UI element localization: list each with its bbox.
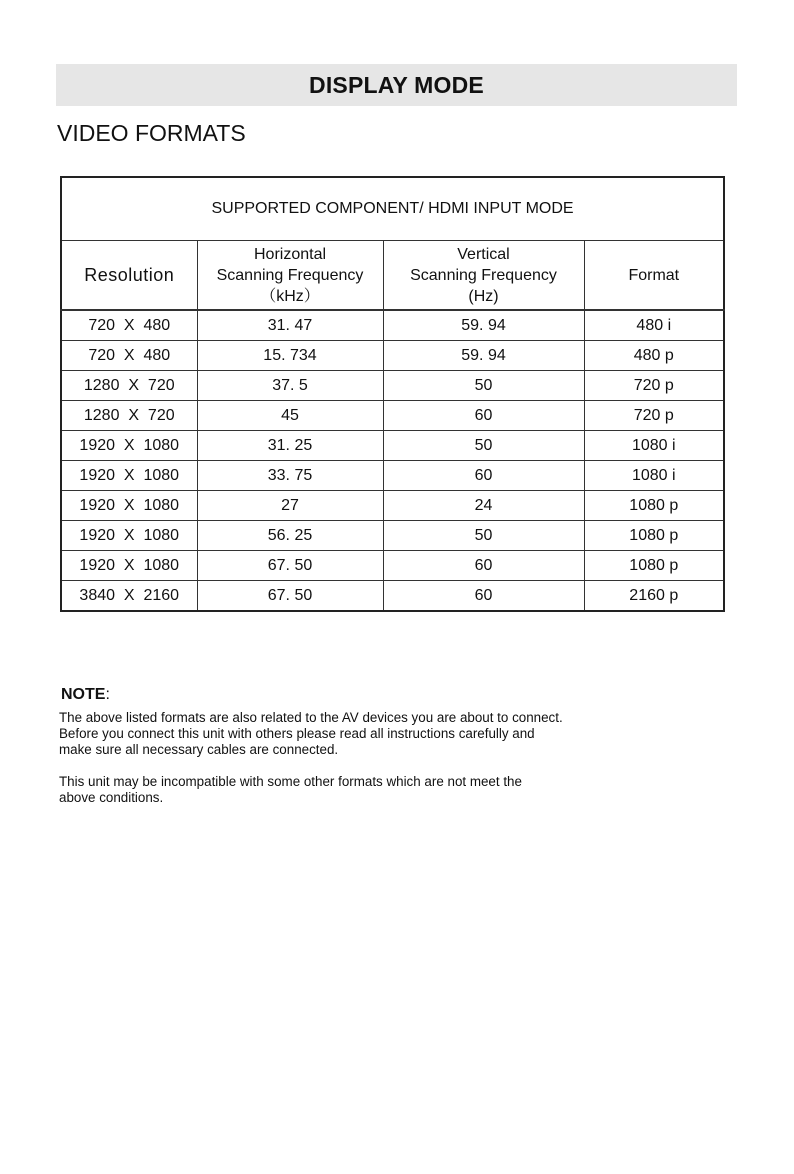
column-header-line: Vertical xyxy=(457,245,510,263)
format-cell: 1080 p xyxy=(584,551,724,581)
column-header-line: （kHz） xyxy=(260,287,320,305)
table-header-row xyxy=(61,241,724,311)
horizontal-frequency-cell: 31. 47 xyxy=(197,310,383,341)
format-cell: 1080 i xyxy=(584,461,724,491)
horizontal-frequency-cell: 31. 25 xyxy=(197,431,383,461)
resolution-cell: 720 X 480 xyxy=(61,310,197,341)
column-header-line: Format xyxy=(628,266,680,284)
horizontal-frequency-cell: 45 xyxy=(197,401,383,431)
horizontal-frequency-cell: 15. 734 xyxy=(197,341,383,371)
note-line: The above listed formats are also related to the AV devices you are about to connect. xyxy=(59,710,563,725)
vertical-frequency-cell: 60 xyxy=(383,581,584,612)
page-title: DISPLAY MODE xyxy=(309,71,484,98)
table-body xyxy=(61,310,724,611)
table-row xyxy=(61,401,724,431)
horizontal-frequency-cell: 37. 5 xyxy=(197,371,383,401)
column-header-horizontal xyxy=(197,241,383,311)
note-paragraph-1 xyxy=(59,710,659,758)
vertical-frequency-cell: 50 xyxy=(383,521,584,551)
horizontal-frequency-cell: 67. 50 xyxy=(197,581,383,612)
resolution-cell: 1280 X 720 xyxy=(61,371,197,401)
horizontal-frequency-cell: 27 xyxy=(197,491,383,521)
table-caption: SUPPORTED COMPONENT/ HDMI INPUT MODE xyxy=(61,177,724,241)
resolution-cell: 3840 X 2160 xyxy=(61,581,197,612)
resolution-cell: 720 X 480 xyxy=(61,341,197,371)
resolution-cell: 1920 X 1080 xyxy=(61,521,197,551)
format-cell: 720 p xyxy=(584,401,724,431)
vertical-frequency-cell: 60 xyxy=(383,461,584,491)
column-header-line: Scanning Frequency xyxy=(410,266,557,284)
note-block xyxy=(59,686,659,806)
table-row xyxy=(61,371,724,401)
resolution-cell: 1920 X 1080 xyxy=(61,491,197,521)
vertical-frequency-cell: 59. 94 xyxy=(383,310,584,341)
vertical-frequency-cell: 24 xyxy=(383,491,584,521)
vertical-frequency-cell: 50 xyxy=(383,371,584,401)
table-caption-row xyxy=(61,177,724,241)
table-row xyxy=(61,581,724,612)
horizontal-frequency-cell: 56. 25 xyxy=(197,521,383,551)
horizontal-frequency-cell: 33. 75 xyxy=(197,461,383,491)
resolution-cell: 1920 X 1080 xyxy=(61,431,197,461)
format-cell: 720 p xyxy=(584,371,724,401)
column-header-line: Horizontal xyxy=(253,245,327,263)
column-header-resolution xyxy=(61,241,197,311)
column-header-line: Resolution xyxy=(84,264,175,285)
table-row xyxy=(61,461,724,491)
format-cell: 480 i xyxy=(584,310,724,341)
note-label: NOTE xyxy=(61,686,106,703)
horizontal-frequency-cell: 67. 50 xyxy=(197,551,383,581)
resolution-cell: 1280 X 720 xyxy=(61,401,197,431)
note-line: above conditions. xyxy=(59,790,164,805)
vertical-frequency-cell: 60 xyxy=(383,401,584,431)
table-row xyxy=(61,491,724,521)
format-cell: 1080 p xyxy=(584,491,724,521)
resolution-cell: 1920 X 1080 xyxy=(61,551,197,581)
format-cell: 1080 p xyxy=(584,521,724,551)
column-header-line: Scanning Frequency xyxy=(216,266,364,284)
vertical-frequency-cell: 59. 94 xyxy=(383,341,584,371)
column-header-vertical xyxy=(383,241,584,311)
table-row xyxy=(61,431,724,461)
note-line: This unit may be incompatible with some other formats which are not meet the xyxy=(59,774,522,789)
header-bar xyxy=(56,64,737,106)
note-line: Before you connect this unit with others please read all instructions carefully and xyxy=(59,726,535,741)
table-row xyxy=(61,341,724,371)
input-mode-table xyxy=(60,176,725,612)
table-row xyxy=(61,310,724,341)
format-cell: 2160 p xyxy=(584,581,724,612)
note-line: make sure all necessary cables are connected. xyxy=(59,742,339,757)
format-cell: 480 p xyxy=(584,341,724,371)
table-row xyxy=(61,521,724,551)
vertical-frequency-cell: 60 xyxy=(383,551,584,581)
note-colon: : xyxy=(105,686,110,703)
column-header-format xyxy=(584,241,724,311)
vertical-frequency-cell: 50 xyxy=(383,431,584,461)
resolution-cell: 1920 X 1080 xyxy=(61,461,197,491)
note-paragraph-2 xyxy=(59,774,659,806)
column-header-line: (Hz) xyxy=(468,287,499,305)
format-cell: 1080 i xyxy=(584,431,724,461)
table-row xyxy=(61,551,724,581)
section-title: VIDEO FORMATS xyxy=(57,120,246,146)
